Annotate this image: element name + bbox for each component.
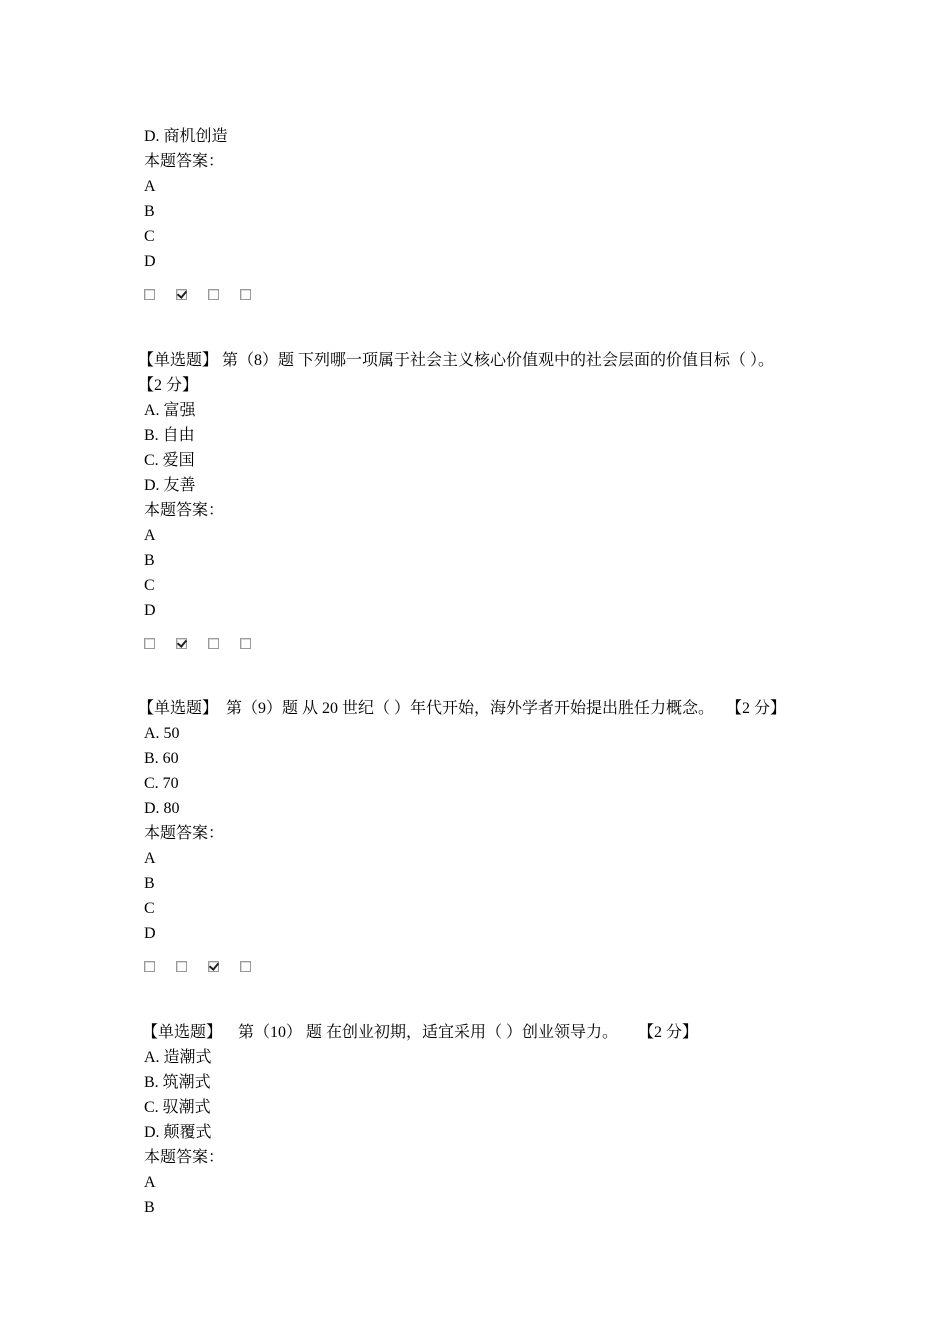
choice-b: B	[144, 875, 155, 892]
option-d: D. 友善	[144, 477, 196, 494]
choice-d: D	[144, 602, 156, 619]
option-c: C. 爱国	[144, 452, 195, 469]
choice-c: C	[144, 577, 155, 594]
checkbox-b[interactable]	[176, 289, 187, 300]
option-d: D. 颠覆式	[144, 1124, 212, 1141]
option-c: C. 驭潮式	[144, 1099, 211, 1116]
answer-label: 本题答案：	[144, 825, 225, 842]
checkbox-b[interactable]	[176, 961, 187, 972]
option-b: B. 筑潮式	[144, 1074, 211, 1091]
option-a: A. 50	[144, 725, 180, 742]
choice-b: B	[144, 1199, 155, 1216]
question-header: 【单选题】 第（10） 题 在创业初期，适宜采用（ ）创业领导力。 【2 分】	[138, 1024, 699, 1041]
question-8-block	[138, 348, 774, 655]
choice-d: D	[144, 253, 156, 270]
checkbox-a[interactable]	[144, 289, 155, 300]
option-d: D. 商机创造	[144, 128, 228, 145]
choice-b: B	[144, 203, 155, 220]
checkbox-b[interactable]	[176, 638, 187, 649]
checkbox-d[interactable]	[240, 961, 251, 972]
checkbox-c[interactable]	[208, 289, 219, 300]
question-points: 【2 分】	[138, 377, 199, 394]
answer-checkboxes	[144, 631, 774, 655]
answer-label: 本题答案：	[144, 1149, 225, 1166]
question-header: 【单选题】 第（9）题 从 20 世纪（ ）年代开始，海外学者开始提出胜任力概念。 【2 分】	[138, 700, 787, 717]
choice-a: A	[144, 850, 156, 867]
choice-b: B	[144, 552, 155, 569]
option-a: A. 造潮式	[144, 1049, 212, 1066]
checkbox-c[interactable]	[208, 961, 219, 972]
choice-a: A	[144, 1174, 156, 1191]
option-a: A. 富强	[144, 402, 196, 419]
answer-checkboxes	[144, 954, 786, 978]
question-10-block	[138, 1020, 698, 1220]
checkbox-d[interactable]	[240, 289, 251, 300]
checkbox-a[interactable]	[144, 961, 155, 972]
choice-d: D	[144, 925, 156, 942]
choice-a: A	[144, 178, 156, 195]
answer-label: 本题答案：	[144, 502, 225, 519]
checkbox-c[interactable]	[208, 638, 219, 649]
option-d: D. 80	[144, 800, 180, 817]
checkbox-d[interactable]	[240, 638, 251, 649]
question-7-block	[144, 124, 272, 306]
choice-c: C	[144, 900, 155, 917]
answer-checkboxes	[144, 282, 272, 306]
option-c: C. 70	[144, 775, 179, 792]
choice-c: C	[144, 228, 155, 245]
option-b: B. 60	[144, 750, 179, 767]
answer-label: 本题答案：	[144, 153, 225, 170]
question-header: 【单选题】 第（8）题 下列哪一项属于社会主义核心价值观中的社会层面的价值目标（ ）。	[138, 352, 775, 369]
checkbox-a[interactable]	[144, 638, 155, 649]
option-b: B. 自由	[144, 427, 195, 444]
question-9-block	[138, 696, 786, 978]
choice-a: A	[144, 527, 156, 544]
